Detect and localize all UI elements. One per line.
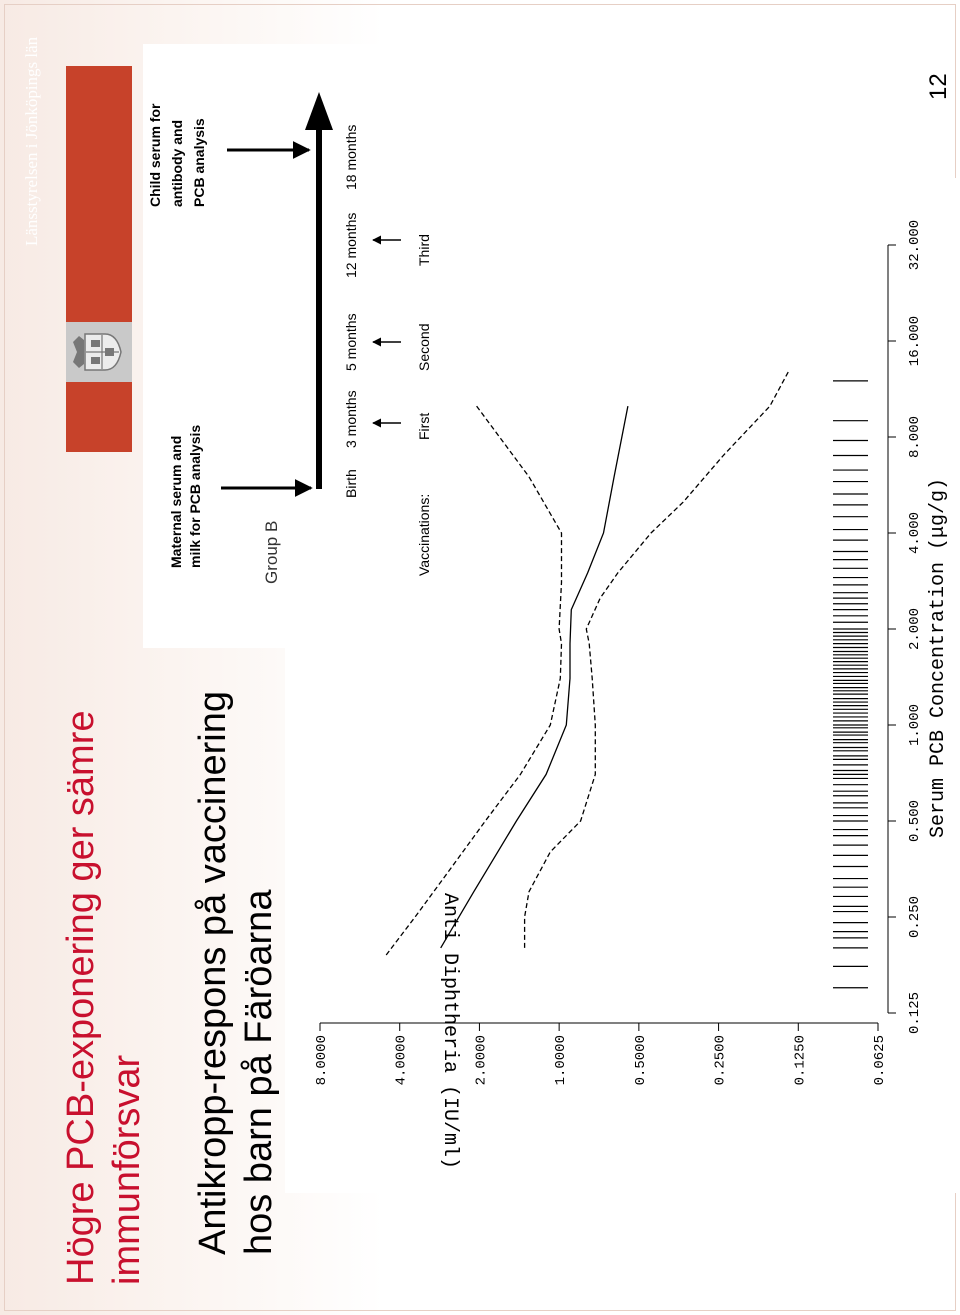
page-number: 12 xyxy=(925,73,952,100)
series-line-fit xyxy=(441,406,628,948)
vaccination-third: Third xyxy=(416,234,432,266)
y-tick-label: 2.0000 xyxy=(473,1035,490,1086)
series-line-upper xyxy=(386,406,561,955)
brand-name: Länsstyrelsen i Jönköpings län xyxy=(22,36,41,246)
x-tick-label: 0.250 xyxy=(907,895,923,939)
timeline-12-months: 12 months xyxy=(343,212,359,278)
timeline-arrow-head xyxy=(305,92,333,130)
child-label-line-2: antibody and xyxy=(169,119,185,207)
x-tick-label: 4.000 xyxy=(907,511,923,555)
maternal-label-line-1: Maternal serum and xyxy=(168,435,184,568)
child-label-line-3: PCB analysis xyxy=(191,118,207,207)
y-tick-label: 0.1250 xyxy=(792,1035,809,1086)
maternal-label-line-2: milk for PCB analysis xyxy=(187,424,203,568)
x-tick-label: 16.000 xyxy=(907,315,923,367)
chart-xlabel: Serum PCB Concentration (μg/g) xyxy=(927,477,950,839)
brand-banner xyxy=(66,66,132,452)
child-label-line-1: Child serum for xyxy=(147,103,163,207)
slide-subtitle xyxy=(190,691,282,1255)
y-tick-label: 4.0000 xyxy=(393,1035,410,1086)
timeline-3-months: 3 months xyxy=(343,390,359,448)
x-tick-label: 1.000 xyxy=(907,703,923,747)
timeline-birth: Birth xyxy=(343,469,359,498)
subtitle-line-2: hos barn på Färöarna xyxy=(238,889,280,1255)
vaccination-first: First xyxy=(416,412,432,440)
y-tick-label: 0.5000 xyxy=(632,1035,649,1086)
diphtheria-chart xyxy=(285,178,960,1193)
subtitle-line-1: Antikropp-respons på vaccinering xyxy=(192,691,234,1255)
coat-of-arms-icon xyxy=(66,322,132,382)
brand-red-bar xyxy=(66,66,132,322)
timeline-18-months: 18 months xyxy=(343,124,359,190)
title-line-1: Högre PCB-exponering ger sämre xyxy=(60,710,102,1285)
x-tick-label: 8.000 xyxy=(907,415,923,459)
y-tick-label: 0.0625 xyxy=(872,1035,888,1086)
slide-title xyxy=(58,711,150,1286)
brand-red-bar-lower xyxy=(66,382,132,452)
x-tick-label: 2.000 xyxy=(907,607,923,651)
y-tick-label: 1.0000 xyxy=(553,1035,570,1086)
series-line-lower xyxy=(525,370,790,948)
x-tick-label: 0.125 xyxy=(907,991,923,1035)
x-tick-label: 0.500 xyxy=(907,799,923,843)
title-line-2: immunförsvar xyxy=(106,1054,148,1285)
vaccinations-label: Vaccinations: xyxy=(416,493,432,576)
y-tick-label: 0.2500 xyxy=(712,1035,729,1086)
timeline-5-months: 5 months xyxy=(343,313,359,371)
vaccination-second: Second xyxy=(416,323,432,371)
y-tick-label: 8.0000 xyxy=(314,1035,330,1086)
x-tick-label: 32.000 xyxy=(907,219,923,271)
chart-ylabel: Anti Diphtheria (IU/ml) xyxy=(438,892,461,1170)
group-label: Group B xyxy=(262,520,281,584)
